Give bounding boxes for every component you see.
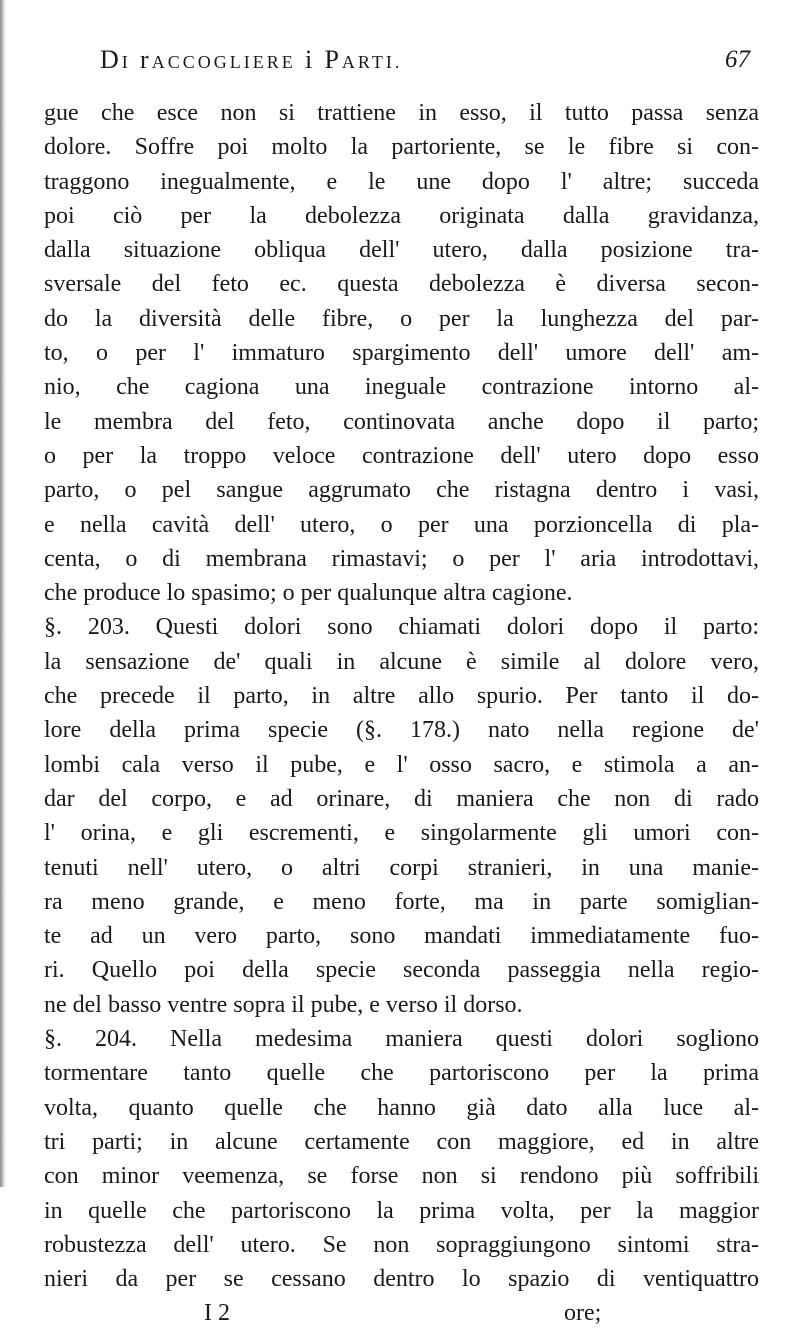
text-line: te ad un vero parto, sono mandati immediatamente fuo- (44, 923, 759, 950)
text-line: do la diversità delle fibre, o per la lunghezza del par- (44, 305, 759, 332)
text-line: ri. Quello poi della specie seconda passeggia nella regio- (44, 957, 759, 984)
text-line: tri parti; in alcune certamente con maggiore, ed in altre (44, 1128, 759, 1155)
text-line: lombi cala verso il pube, e l' osso sacro, e stimola a an- (44, 751, 759, 778)
text-line: dar del corpo, e ad orinare, di maniera che non di rado (44, 785, 759, 812)
text-line: ne del basso ventre sopra il pube, e verso il dorso. (44, 991, 523, 1018)
text-line: le membra del feto, continovata anche dopo il parto; (44, 408, 759, 435)
text-line: l' orina, e gli escrementi, e singolarmente gli umori con- (44, 820, 759, 847)
page-header (100, 40, 750, 80)
text-line: tormentare tanto quelle che partoriscono per la prima (44, 1060, 759, 1087)
text-line: lore della prima specie (§. 178.) nato nella regione de' (44, 717, 759, 744)
section-203-line: §. 203. Questi dolori sono chiamati dolori dopo il parto: (44, 614, 759, 641)
page-binding-shadow (0, 0, 6, 1187)
text-line: nieri da per se cessano dentro lo spazio di ventiquattro (44, 1266, 759, 1293)
text-line: che precede il parto, in altre allo spurio. Per tanto il do- (44, 683, 759, 710)
footer-line (44, 1296, 759, 1330)
text-line: nio, che cagiona una ineguale contrazione intorno al- (44, 374, 759, 401)
text-line: robustezza dell' utero. Se non sopraggiungono sintomi stra- (44, 1231, 759, 1258)
text-line: con minor veemenza, se forse non si rendono più soffribili (44, 1163, 759, 1190)
text-line: dolore. Soffre poi molto la partoriente, se le fibre si con- (44, 134, 759, 161)
text-line: ra meno grande, e meno forte, ma in parte somiglian- (44, 888, 759, 915)
text-line: o per la troppo veloce contrazione dell' utero dopo esso (44, 442, 759, 469)
text-line: sversale del feto ec. questa debolezza è diversa secon- (44, 271, 759, 298)
text-line: volta, quanto quelle che hanno già dato alla luce al- (44, 1094, 759, 1121)
text-line: e nella cavità dell' utero, o per una porzioncella di pla- (44, 511, 759, 538)
text-line: gue che esce non si trattiene in esso, il tutto passa senza (44, 100, 759, 126)
text-line: to, o per l' immaturo spargimento dell' umore dell' am- (44, 340, 759, 367)
text-line: traggono inegualmente, e le une dopo l' altre; succeda (44, 168, 759, 195)
signature-mark: I 2 (204, 1300, 230, 1327)
text-line: dalla situazione obliqua dell' utero, dalla posizione tra- (44, 237, 759, 264)
text-line: parto, o pel sangue aggrumato che ristagna dentro i vasi, (44, 477, 759, 504)
page-number: 67 (725, 46, 750, 73)
text-line: la sensazione de' quali in alcune è simile al dolore vero, (44, 648, 759, 675)
catchword: ore; (564, 1300, 602, 1327)
text-line: poi ciò per la debolezza originata dalla gravidanza, (44, 202, 759, 229)
text-line: tenuti nell' utero, o altri corpi stranieri, in una manie- (44, 854, 759, 881)
section-204-line: §. 204. Nella medesima maniera questi dolori sogliono (44, 1026, 759, 1053)
text-line: in quelle che partoriscono la prima volta, per la maggior (44, 1197, 759, 1224)
text-line: centa, o di membrana rimastavi; o per l' aria introdottavi, (44, 545, 759, 572)
text-line: che produce lo spasimo; o per qualunque altra cagione. (44, 580, 573, 607)
body-text (44, 96, 759, 1331)
running-head: DI rACCOGLIERE i PARTI. (100, 45, 403, 74)
